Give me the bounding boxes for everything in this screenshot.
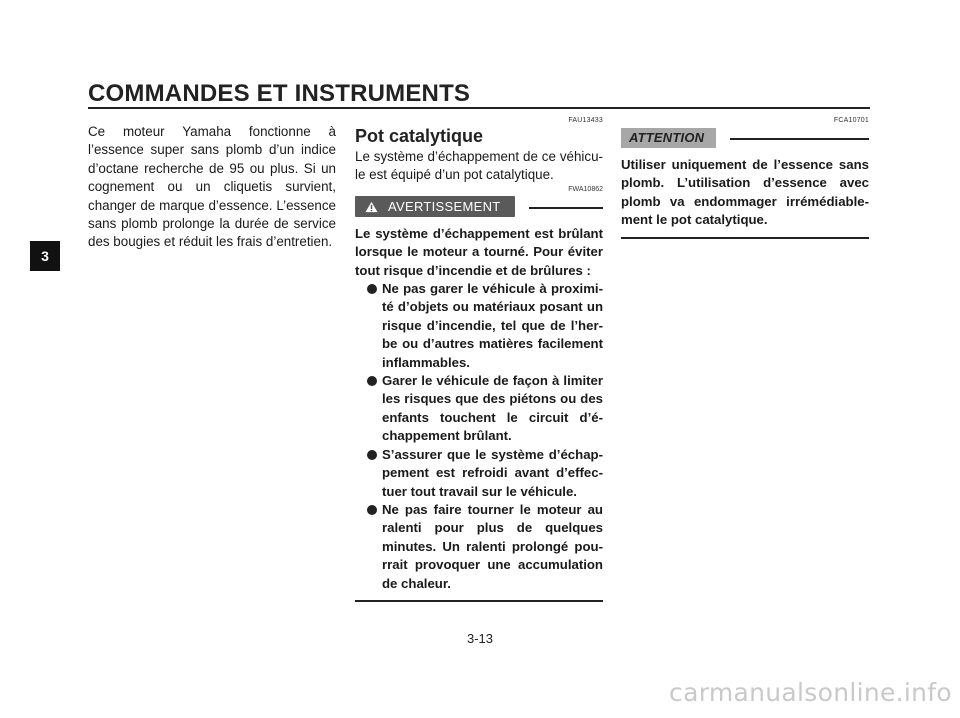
- attention-text: Utiliser uniquement de l’essence sans plomb. L’utilisation d’essence avec plomb va endommager irrémédiablement le pot catalytique.: [621, 157, 869, 228]
- section-heading: Pot catalytique: [355, 126, 484, 146]
- column-left: [88, 123, 336, 252]
- bullet-dot-icon: [367, 450, 377, 460]
- warning-code: [355, 185, 603, 194]
- bullet-dot-icon: [367, 505, 377, 515]
- bullet-text: Ne pas faire tourner le moteur au ralenti pour plus de quelques minutes. Un ralenti prolongé pourrait provoquer une accumulation de chaleur.: [382, 501, 603, 591]
- attention-rule: [730, 138, 869, 140]
- warning-bullet-item: [369, 280, 603, 372]
- bullet-text: Garer le véhicule de façon à limiter les risques que des piétons ou des enfants touchent le circuit d’échappement brûlant.: [382, 373, 603, 444]
- bullet-dot-icon: [367, 376, 377, 386]
- bullet-dot-icon: [367, 284, 377, 294]
- warning-bullet-item: [369, 446, 603, 501]
- section-code: FAU13433: [568, 117, 603, 124]
- title-rule: [88, 107, 870, 109]
- attention-label: ATTENTION: [621, 128, 716, 148]
- warning-label: AVERTISSEMENT: [388, 199, 501, 215]
- warning-rule: [529, 207, 604, 209]
- warning-label-box: [355, 196, 515, 217]
- page-title: COMMANDES ET INSTRUMENTS: [88, 80, 471, 107]
- attention-header: [621, 127, 869, 149]
- column-right: [621, 116, 869, 239]
- catalytic-intro: Le système d’échappement de ce véhicule est équipé d’un pot catalytique.: [355, 149, 603, 183]
- warning-header: [355, 196, 603, 218]
- bullet-text: Ne pas garer le véhicule à proximité d’objets ou matériaux posant un risque d’incendie, tel que de l’herbe ou d’autres matières facilement inflammables.: [382, 281, 603, 370]
- warning-bullet-list: [369, 280, 603, 593]
- warning-triangle-icon: [365, 201, 378, 213]
- warning-end-rule: [355, 600, 603, 602]
- warning-bullet-item: [369, 501, 603, 593]
- fuel-paragraph: Ce moteur Yamaha fonctionne à l’essence super sans plomb d’un indice d’octane recherche de 95 ou plus. Si un cognement ou un cliquetis survient, changer de marque d’essence. L’essence sans plomb prolonge la durée de service des bougies et réduit les frais d’entretien.: [88, 124, 336, 250]
- chapter-tab: 3: [30, 241, 60, 271]
- bullet-text: S’assurer que le système d’échappement est refroidi avant d’effectuer tout travail sur le véhicule.: [382, 446, 603, 499]
- warning-text: Le système d’échappement est brûlant lorsque le moteur a tourné. Pour éviter tout risque d’incendie et de brûlures :: [355, 225, 603, 278]
- attention-code: FCA10701: [833, 117, 869, 124]
- warning-code-text: FWA10862: [568, 185, 603, 193]
- attention-end-rule: [621, 237, 869, 239]
- page-number: 3-13: [466, 631, 494, 646]
- column-middle: [355, 116, 603, 602]
- watermark: carmanualsonline.info: [669, 678, 952, 707]
- warning-bullet-item: [369, 372, 603, 446]
